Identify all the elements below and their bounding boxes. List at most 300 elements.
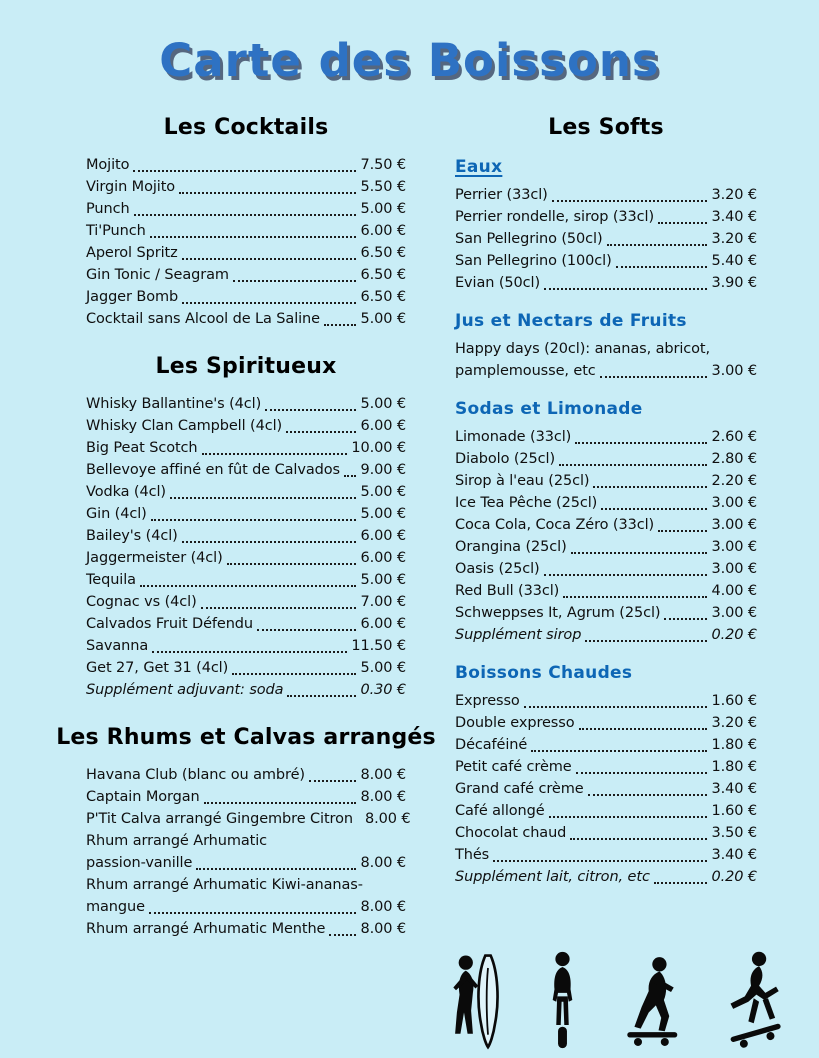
dot-leader xyxy=(549,816,708,818)
menu-item-name-line1: Rhum arrangé Arhumatic Kiwi-ananas- xyxy=(86,877,363,893)
menu-item-name: Big Peat Scotch xyxy=(86,440,198,456)
menu-item xyxy=(86,459,406,481)
menu-item-price: 3.00 € xyxy=(711,495,757,511)
dot-leader xyxy=(151,519,357,521)
menu-item-row xyxy=(86,264,406,286)
menu-item-name: Supplément lait, citron, etc xyxy=(455,869,650,885)
dot-leader xyxy=(202,453,348,455)
dot-leader xyxy=(182,258,357,260)
menu-item-price: 6.50 € xyxy=(360,267,406,283)
menu-section xyxy=(455,663,757,888)
menu-item-row xyxy=(455,426,757,448)
menu-item-price: 5.00 € xyxy=(360,201,406,217)
menu-item xyxy=(86,481,406,503)
dot-leader xyxy=(570,838,707,840)
menu-item-row xyxy=(86,503,406,525)
menu-item xyxy=(455,624,757,646)
menu-item xyxy=(455,206,757,228)
menu-item-row xyxy=(86,459,406,481)
menu-item xyxy=(86,547,406,569)
menu-item-row xyxy=(455,470,757,492)
section-heading xyxy=(455,399,757,419)
menu-item-row xyxy=(86,569,406,591)
menu-item xyxy=(455,184,757,206)
menu-item-row xyxy=(455,360,757,382)
menu-item xyxy=(86,635,406,657)
menu-item-price: 1.60 € xyxy=(711,803,757,819)
dot-leader xyxy=(658,530,707,532)
menu-item-name: Cocktail sans Alcool de La Saline xyxy=(86,311,320,327)
dot-leader xyxy=(579,728,708,730)
menu-item xyxy=(455,690,757,712)
menu-section xyxy=(455,157,757,294)
menu-item-row xyxy=(86,918,406,940)
menu-item-price: 3.00 € xyxy=(711,561,757,577)
menu-item xyxy=(455,844,757,866)
menu-item-row xyxy=(86,547,406,569)
menu-item-name: Red Bull (33cl) xyxy=(455,583,560,599)
menu-item-row xyxy=(455,580,757,602)
section-heading-text: Les Softs xyxy=(548,115,664,140)
menu-item-row xyxy=(86,764,406,786)
dot-leader xyxy=(600,376,708,378)
menu-item xyxy=(455,470,757,492)
menu-item-price: 6.00 € xyxy=(360,223,406,239)
menu-item xyxy=(455,866,757,888)
section-heading-text: Boissons Chaudes xyxy=(455,663,633,683)
dot-leader xyxy=(152,651,347,653)
dot-leader xyxy=(150,236,357,238)
menu-item xyxy=(455,602,757,624)
menu-item xyxy=(455,756,757,778)
menu-item-price: 6.50 € xyxy=(360,245,406,261)
menu-item-row xyxy=(86,679,406,701)
menu-item-name: Perrier rondelle, sirop (33cl) xyxy=(455,209,655,225)
menu-item-name-line1: Rhum arrangé Arhumatic xyxy=(86,833,268,849)
menu-item xyxy=(86,525,406,547)
menu-item-price: 10.00 € xyxy=(351,440,406,456)
menu-item-name: Thés xyxy=(455,847,490,863)
section-heading-text: Jus et Nectars de Fruits xyxy=(455,311,687,331)
menu-item-name: Whisky Ballantine's (4cl) xyxy=(86,396,262,412)
menu-item xyxy=(86,393,406,415)
menu-item-price: 5.00 € xyxy=(360,396,406,412)
menu-column-left xyxy=(56,115,436,940)
dot-leader xyxy=(493,860,707,862)
menu-item-price: 7.50 € xyxy=(360,157,406,173)
menu-item xyxy=(86,808,411,830)
surfer-icon xyxy=(448,950,512,1050)
menu-item-name: Calvados Fruit Défendu xyxy=(86,616,253,632)
menu-item xyxy=(86,415,406,437)
menu-item xyxy=(86,286,406,308)
menu-item-row xyxy=(455,514,757,536)
menu-page xyxy=(0,34,819,1058)
page-title: Carte des Boissons xyxy=(159,34,660,87)
menu-item-name: Savanna xyxy=(86,638,149,654)
menu-item xyxy=(86,918,406,940)
dot-leader xyxy=(309,780,357,782)
menu-item xyxy=(455,778,757,800)
menu-item-price: 5.00 € xyxy=(360,660,406,676)
menu-item xyxy=(455,514,757,536)
menu-item-price: 8.00 € xyxy=(360,855,406,871)
menu-item xyxy=(86,657,406,679)
footer-silhouettes xyxy=(448,950,793,1050)
menu-item-price: 0.20 € xyxy=(711,869,757,885)
menu-item-name: Supplément sirop xyxy=(455,627,582,643)
menu-item xyxy=(455,712,757,734)
menu-item-price: 5.00 € xyxy=(360,506,406,522)
menu-item-name: Rhum arrangé Arhumatic Menthe xyxy=(86,921,326,937)
menu-item xyxy=(455,580,757,602)
menu-item xyxy=(86,503,406,525)
section-heading-text: Les Rhums et Calvas arrangés xyxy=(56,725,436,750)
dot-leader xyxy=(552,200,708,202)
menu-item xyxy=(455,272,757,294)
menu-item xyxy=(86,874,406,918)
menu-item-price: 0.20 € xyxy=(711,627,757,643)
menu-item-price: 3.40 € xyxy=(711,847,757,863)
menu-item-price: 8.00 € xyxy=(360,921,406,937)
menu-item-row xyxy=(455,492,757,514)
menu-item-price: 5.00 € xyxy=(360,572,406,588)
menu-item-price: 3.20 € xyxy=(711,187,757,203)
dot-leader xyxy=(664,618,707,620)
dot-leader xyxy=(232,673,356,675)
menu-item-row xyxy=(455,690,757,712)
menu-item-price: 0.30 € xyxy=(360,682,406,698)
menu-item-row xyxy=(455,822,757,844)
dot-leader xyxy=(658,222,707,224)
menu-item-name: P'Tit Calva arrangé Gingembre Citron xyxy=(86,811,353,827)
menu-item xyxy=(455,250,757,272)
dot-leader xyxy=(134,214,357,216)
menu-section xyxy=(455,311,757,382)
menu-item-row xyxy=(455,712,757,734)
dot-leader xyxy=(324,324,357,326)
menu-item-name: San Pellegrino (100cl) xyxy=(455,253,612,269)
menu-item-price: 3.00 € xyxy=(711,517,757,533)
menu-item-price: 2.80 € xyxy=(711,451,757,467)
menu-item xyxy=(455,492,757,514)
menu-item-row xyxy=(86,481,406,503)
section-heading xyxy=(56,725,436,750)
menu-item-row xyxy=(455,536,757,558)
section-heading xyxy=(86,354,406,379)
menu-item-row xyxy=(86,393,406,415)
menu-item-row xyxy=(86,176,406,198)
menu-item-price: 6.00 € xyxy=(360,528,406,544)
menu-item-price: 6.50 € xyxy=(360,289,406,305)
menu-item-row xyxy=(455,734,757,756)
menu-item-name: Gin (4cl) xyxy=(86,506,147,522)
dot-leader xyxy=(133,170,356,172)
menu-item-price: 6.00 € xyxy=(360,550,406,566)
menu-item xyxy=(455,822,757,844)
menu-item-row xyxy=(455,800,757,822)
dot-leader xyxy=(544,288,707,290)
menu-item-name: Bellevoye affiné en fût de Calvados xyxy=(86,462,340,478)
menu-item-row xyxy=(86,308,406,330)
dot-leader xyxy=(593,486,707,488)
menu-item-price: 4.00 € xyxy=(711,583,757,599)
menu-item-name: passion-vanille xyxy=(86,855,193,871)
section-heading-text: Sodas et Limonade xyxy=(455,399,643,419)
menu-item-row xyxy=(86,852,406,874)
menu-item-name: Mojito xyxy=(86,157,130,173)
menu-item-name: Perrier (33cl) xyxy=(455,187,548,203)
menu-item-name: Aperol Spritz xyxy=(86,245,178,261)
skater-riding-icon xyxy=(613,950,688,1050)
menu-item-row xyxy=(86,437,406,459)
menu-columns xyxy=(0,87,819,940)
menu-item xyxy=(86,569,406,591)
menu-item-name: mangue xyxy=(86,899,145,915)
menu-item-name: Grand café crème xyxy=(455,781,584,797)
dot-leader xyxy=(607,244,708,246)
menu-item-row xyxy=(86,591,406,613)
menu-item-name: Double expresso xyxy=(455,715,575,731)
menu-item-row xyxy=(86,198,406,220)
menu-item-name: Virgin Mojito xyxy=(86,179,176,195)
menu-item-price: 5.40 € xyxy=(711,253,757,269)
menu-item-price: 5.50 € xyxy=(360,179,406,195)
menu-item-price: 8.00 € xyxy=(360,899,406,915)
menu-item-name: Bailey's (4cl) xyxy=(86,528,178,544)
menu-item xyxy=(86,198,406,220)
menu-item-price: 5.00 € xyxy=(360,484,406,500)
menu-item-name: Supplément adjuvant: soda xyxy=(86,682,284,698)
menu-item-name: Havana Club (blanc ou ambré) xyxy=(86,767,305,783)
menu-item-row xyxy=(455,624,757,646)
section-heading xyxy=(455,115,757,140)
menu-item-price: 3.50 € xyxy=(711,825,757,841)
section-heading xyxy=(86,115,406,140)
dot-leader xyxy=(265,409,356,411)
menu-item-row xyxy=(455,184,757,206)
menu-item-name: Jagger Bomb xyxy=(86,289,179,305)
menu-item-price: 9.00 € xyxy=(360,462,406,478)
skater-trick-icon xyxy=(718,950,793,1050)
menu-item-price: 3.90 € xyxy=(711,275,757,291)
menu-column-right xyxy=(455,115,757,940)
section-heading xyxy=(455,157,757,177)
section-heading-text: Les Cocktails xyxy=(163,115,329,140)
menu-item-row xyxy=(86,808,411,830)
menu-item-price: 11.50 € xyxy=(351,638,406,654)
dot-leader xyxy=(571,552,708,554)
menu-item-name: Orangina (25cl) xyxy=(455,539,567,555)
dot-leader xyxy=(616,266,708,268)
menu-item-name: Tequila xyxy=(86,572,136,588)
menu-item-price: 3.40 € xyxy=(711,209,757,225)
menu-item-price: 7.00 € xyxy=(360,594,406,610)
menu-item-name: pamplemousse, etc xyxy=(455,363,596,379)
menu-item-price: 3.40 € xyxy=(711,781,757,797)
menu-section xyxy=(86,354,406,701)
dot-leader xyxy=(182,302,356,304)
menu-item xyxy=(86,764,406,786)
menu-item-name: Evian (50cl) xyxy=(455,275,541,291)
dot-leader xyxy=(588,794,708,796)
menu-section xyxy=(86,115,406,330)
dot-leader xyxy=(585,640,707,642)
dot-leader xyxy=(257,629,356,631)
menu-item-price: 8.00 € xyxy=(360,767,406,783)
menu-item-name: Petit café crème xyxy=(455,759,572,775)
menu-item-row xyxy=(455,448,757,470)
menu-item-name: Chocolat chaud xyxy=(455,825,567,841)
menu-item-name: Schweppses It, Agrum (25cl) xyxy=(455,605,661,621)
menu-item xyxy=(455,426,757,448)
menu-item-price: 8.00 € xyxy=(360,789,406,805)
menu-item-row xyxy=(86,525,406,547)
menu-item xyxy=(86,154,406,176)
menu-item-row xyxy=(86,786,406,808)
menu-item-name: Cognac vs (4cl) xyxy=(86,594,197,610)
menu-item-price: 5.00 € xyxy=(360,311,406,327)
menu-item-price: 6.00 € xyxy=(360,616,406,632)
menu-item-row xyxy=(455,602,757,624)
dot-leader xyxy=(140,585,357,587)
menu-item-name: Captain Morgan xyxy=(86,789,200,805)
menu-item-price: 1.60 € xyxy=(711,693,757,709)
section-heading xyxy=(455,663,757,683)
menu-item-name: Sirop à l'eau (25cl) xyxy=(455,473,590,489)
menu-item-name: Gin Tonic / Seagram xyxy=(86,267,229,283)
dot-leader xyxy=(563,596,707,598)
menu-item-price: 3.00 € xyxy=(711,539,757,555)
dot-leader xyxy=(287,695,356,697)
menu-item-row xyxy=(455,866,757,888)
menu-item-name: Décaféiné xyxy=(455,737,528,753)
menu-item xyxy=(455,800,757,822)
section-heading-text: Les Spiritueux xyxy=(155,354,337,379)
dot-leader xyxy=(329,934,356,936)
dot-leader xyxy=(531,750,707,752)
menu-item-name: Whisky Clan Campbell (4cl) xyxy=(86,418,283,434)
dot-leader xyxy=(233,280,357,282)
dot-leader xyxy=(544,574,708,576)
menu-item-name: Jaggermeister (4cl) xyxy=(86,550,223,566)
menu-item-price: 3.00 € xyxy=(711,605,757,621)
dot-leader xyxy=(149,912,357,914)
menu-item-name: San Pellegrino (50cl) xyxy=(455,231,603,247)
skater-standing-icon xyxy=(542,950,583,1050)
dot-leader xyxy=(576,772,708,774)
dot-leader xyxy=(559,464,707,466)
menu-item xyxy=(86,264,406,286)
menu-item-price: 1.80 € xyxy=(711,759,757,775)
menu-item xyxy=(86,613,406,635)
menu-item-row xyxy=(455,778,757,800)
menu-item xyxy=(455,558,757,580)
menu-item-row xyxy=(455,250,757,272)
menu-item-name: Limonade (33cl) xyxy=(455,429,572,445)
menu-item xyxy=(86,242,406,264)
menu-item-row xyxy=(455,228,757,250)
section-heading xyxy=(455,311,757,331)
menu-item xyxy=(455,228,757,250)
dot-leader xyxy=(286,431,356,433)
menu-item-price: 1.80 € xyxy=(711,737,757,753)
menu-item-row xyxy=(86,415,406,437)
menu-item xyxy=(86,591,406,613)
menu-item-price: 3.20 € xyxy=(711,231,757,247)
menu-item-row xyxy=(86,286,406,308)
menu-item-name: Vodka (4cl) xyxy=(86,484,166,500)
menu-item xyxy=(86,830,406,874)
menu-section xyxy=(455,115,757,140)
dot-leader xyxy=(227,563,357,565)
menu-item-name: Oasis (25cl) xyxy=(455,561,540,577)
dot-leader xyxy=(182,541,357,543)
menu-item-price: 3.00 € xyxy=(711,363,757,379)
dot-leader xyxy=(204,802,357,804)
menu-item-price: 8.00 € xyxy=(364,811,411,827)
section-heading-text: Eaux xyxy=(455,157,503,177)
menu-item-row xyxy=(86,896,406,918)
menu-item-price: 2.60 € xyxy=(711,429,757,445)
menu-item-row xyxy=(455,844,757,866)
menu-item xyxy=(86,679,406,701)
menu-item-row xyxy=(86,657,406,679)
menu-item-price: 6.00 € xyxy=(360,418,406,434)
menu-item-row xyxy=(86,242,406,264)
menu-item-row xyxy=(86,154,406,176)
menu-item-price: 2.20 € xyxy=(711,473,757,489)
menu-item xyxy=(455,338,757,382)
menu-item-name: Get 27, Get 31 (4cl) xyxy=(86,660,229,676)
menu-item-name: Coca Cola, Coca Zéro (33cl) xyxy=(455,517,655,533)
menu-item-name: Café allongé xyxy=(455,803,545,819)
menu-item-name: Ti'Punch xyxy=(86,223,146,239)
dot-leader xyxy=(179,192,356,194)
menu-item xyxy=(86,176,406,198)
menu-item-row xyxy=(86,635,406,657)
menu-item-name: Diabolo (25cl) xyxy=(455,451,556,467)
menu-item-row xyxy=(455,206,757,228)
dot-leader xyxy=(344,475,357,477)
menu-item xyxy=(86,308,406,330)
dot-leader xyxy=(201,607,357,609)
menu-item-name: Ice Tea Pêche (25cl) xyxy=(455,495,598,511)
dot-leader xyxy=(601,508,707,510)
menu-item-row xyxy=(455,558,757,580)
dot-leader xyxy=(575,442,707,444)
menu-item xyxy=(86,437,406,459)
menu-section xyxy=(56,725,436,940)
menu-item-price: 3.20 € xyxy=(711,715,757,731)
menu-item-name: Expresso xyxy=(455,693,520,709)
menu-item-name: Punch xyxy=(86,201,130,217)
menu-item xyxy=(455,536,757,558)
dot-leader xyxy=(654,882,708,884)
menu-item-row xyxy=(86,220,406,242)
menu-item xyxy=(455,734,757,756)
menu-item xyxy=(86,220,406,242)
dot-leader xyxy=(524,706,708,708)
menu-item xyxy=(86,786,406,808)
menu-item-row xyxy=(86,613,406,635)
menu-item-name-line1: Happy days (20cl): ananas, abricot, xyxy=(455,341,711,357)
menu-item-row xyxy=(455,272,757,294)
dot-leader xyxy=(170,497,357,499)
menu-item-row xyxy=(455,756,757,778)
dot-leader xyxy=(196,868,356,870)
menu-item xyxy=(455,448,757,470)
